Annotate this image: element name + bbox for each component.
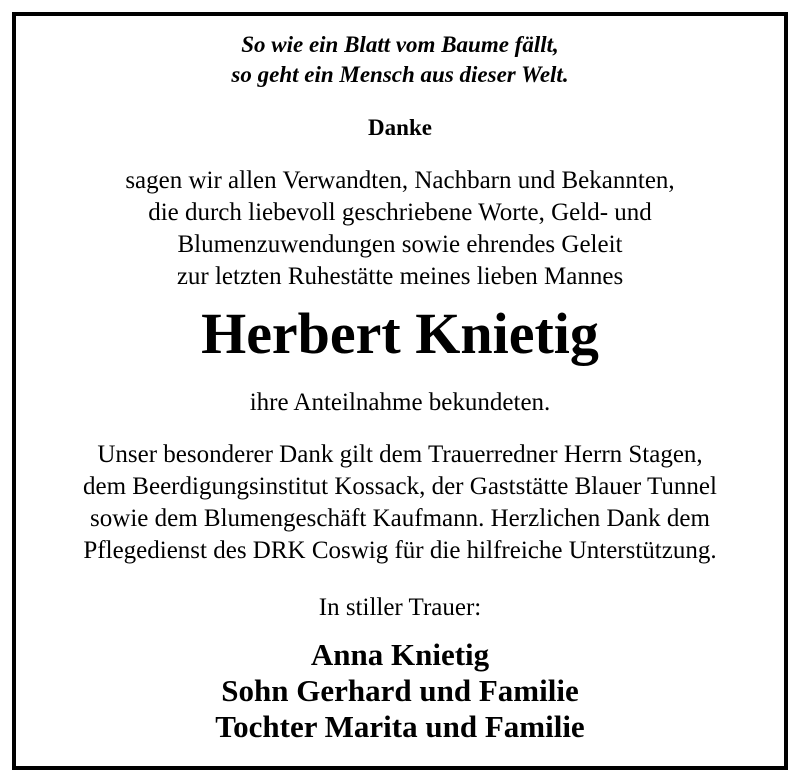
obituary-notice	[12, 12, 788, 770]
thanks-line-4: Pflegedienst des DRK Coswig für die hilfreiche Unterstützung.	[83, 537, 717, 564]
intro-line-4: zur letzten Ruhestätte meines lieben Mannes	[176, 263, 624, 290]
intro-line-1: sagen wir allen Verwandten, Nachbarn und Bekannten,	[125, 167, 675, 194]
intro-end: ihre Anteilnahme bekundeten.	[249, 389, 551, 416]
deceased-name: Herbert Knietig	[201, 301, 599, 366]
signature-line-1: Anna Knietig	[310, 637, 490, 672]
signature-line-2: Sohn Gerhard und Familie	[221, 673, 579, 708]
motto-line-2: so geht ein Mensch aus dieser Welt.	[231, 62, 569, 87]
heading-danke: Danke	[368, 115, 432, 140]
thanks-line-3: sowie dem Blumengeschäft Kaufmann. Herzlichen Dank dem	[90, 505, 710, 532]
motto-line-1: So wie ein Blatt vom Baume fällt,	[241, 32, 559, 57]
thanks-line-2: dem Beerdigungsinstitut Kossack, der Gaststätte Blauer Tunnel	[83, 473, 717, 500]
signature-line-3: Tochter Marita und Familie	[215, 709, 585, 744]
mourning-label: In stiller Trauer:	[318, 594, 482, 621]
thanks-line-1: Unser besonderer Dank gilt dem Trauerredner Herrn Stagen,	[97, 441, 703, 468]
intro-line-2: die durch liebevoll geschriebene Worte, Geld- und	[148, 199, 652, 226]
intro-line-3: Blumenzuwendungen sowie ehrendes Geleit	[177, 231, 623, 258]
